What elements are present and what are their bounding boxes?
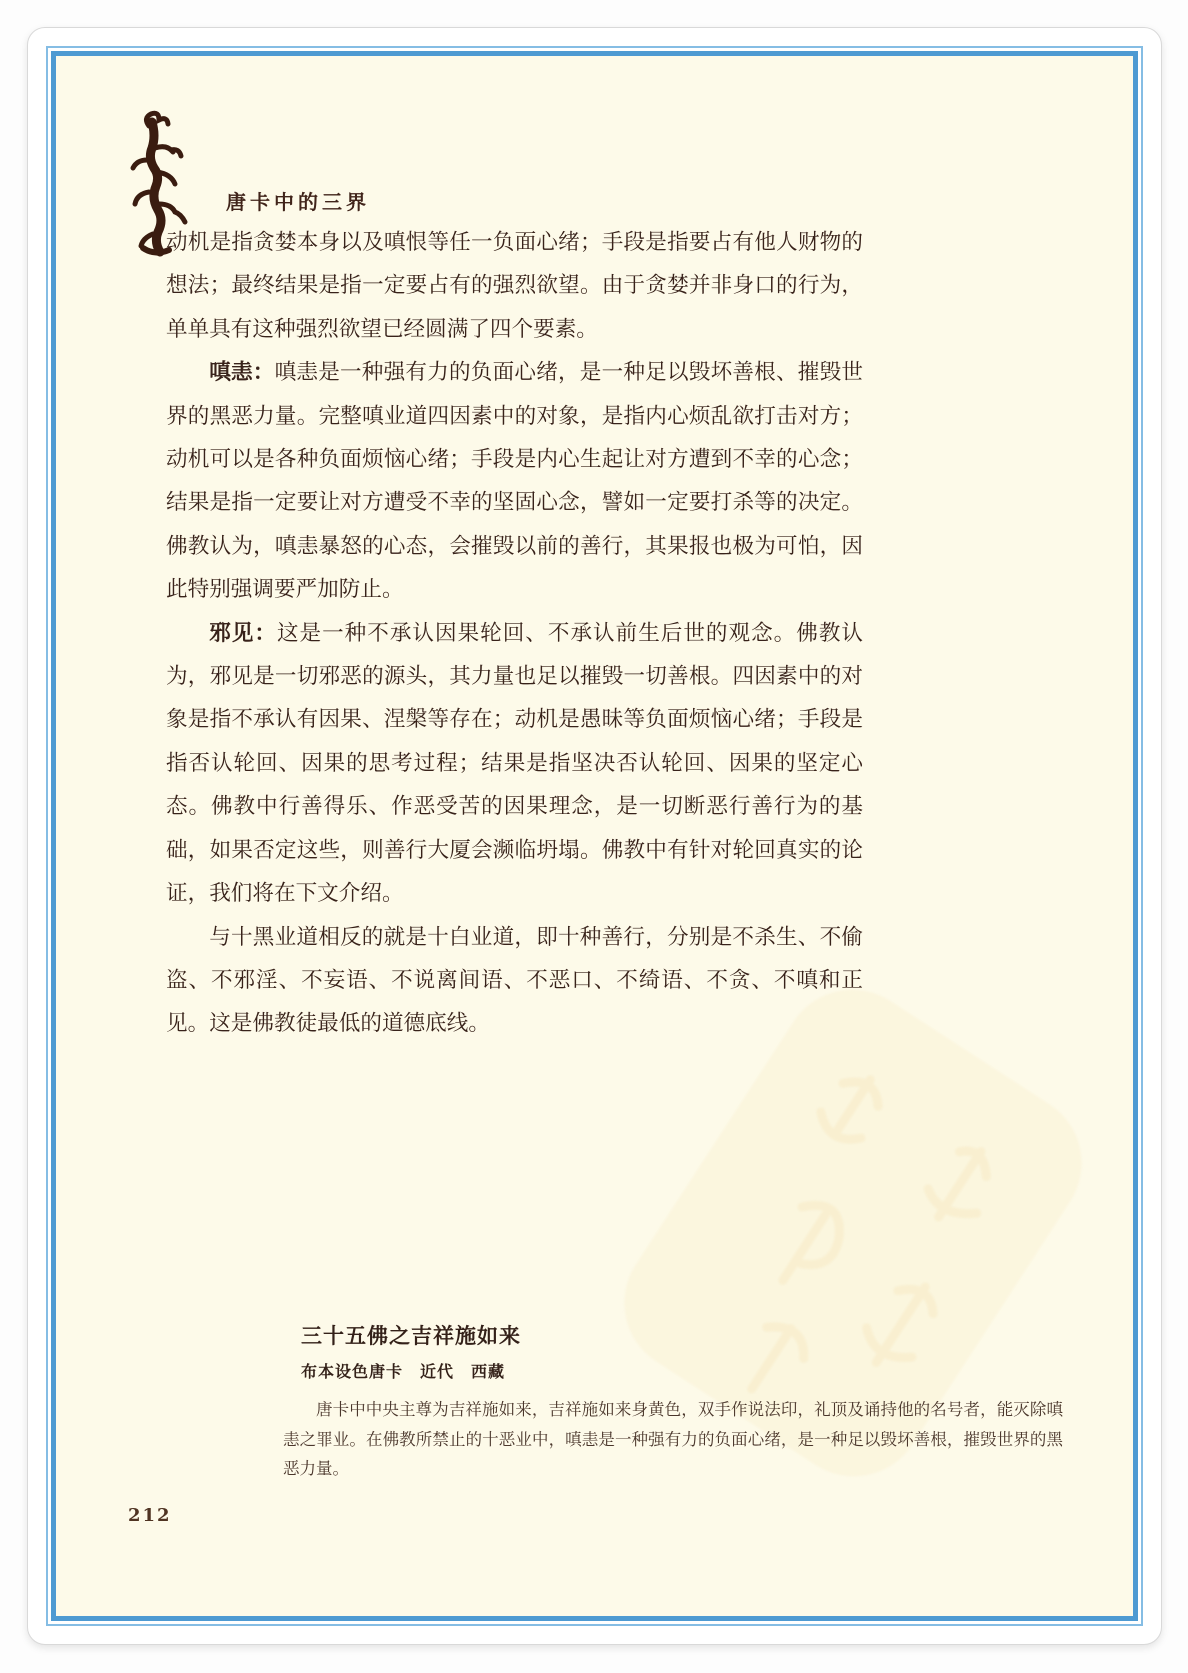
page-number: 212 — [128, 1505, 172, 1526]
paragraph-text: 与十黑业道相反的就是十白业道，即十种善行，分别是不杀生、不偷盗、不邪淫、不妄语、不说离间语、不恶口、不绮语、不贪、不嗔和正见。这是佛教徒最低的道德底线。 — [166, 924, 863, 1037]
caption-subtitle: 布本设色唐卡 近代 西藏 — [301, 1362, 506, 1381]
caption-title: 三十五佛之吉祥施如来 — [301, 1324, 521, 1348]
book-page — [27, 27, 1162, 1645]
page-content — [28, 28, 1161, 1644]
paragraph-lead: 嗔恚： — [209, 360, 275, 386]
paragraph-lead: 邪见： — [209, 620, 277, 646]
paragraph — [166, 351, 863, 611]
paragraph — [166, 221, 863, 351]
running-title: 唐卡中的三界 — [226, 190, 370, 214]
paragraph — [166, 612, 863, 916]
caption-body: 唐卡中中央主尊为吉祥施如来，吉祥施如来身黄色，双手作说法印，礼顶及诵持他的名号者，能灭除嗔恚之罪业。在佛教所禁止的十恶业中，嗔恚是一种强有力的负面心绪，是一种足以毁坏善根，摧毁世界的黑恶力量。 — [283, 1400, 1063, 1478]
paragraph — [166, 916, 863, 1046]
paragraph-text: 嗔恚是一种强有力的负面心绪，是一种足以毁坏善根、摧毁世界的黑恶力量。完整嗔业道四因素中的对象，是指内心烦乱欲打击对方；动机可以是各种负面烦恼心绪；手段是内心生起让对方遭到不幸的心念；结果是指一定要让对方遭受不幸的坚固心念，譬如一定要打杀等的决定。佛教认为，嗔恚暴怒的心态，会摧毁以前的善行，其果报也极为可怕，因此特别强调要严加防止。 — [166, 360, 863, 603]
paragraph-text: 动机是指贪婪本身以及嗔恨等任一负面心绪；手段是指要占有他人财物的想法；最终结果是指一定要占有的强烈欲望。由于贪婪并非身口的行为，单单具有这种强烈欲望已经圆满了四个要素。 — [166, 230, 863, 342]
body-text-block — [166, 221, 863, 1046]
paragraph-text: 这是一种不承认因果轮回、不承认前生后世的观念。佛教认为，邪见是一切邪恶的源头，其力量也足以摧毁一切善根。四因素中的对象是指不承认有因果、涅槃等存在；动机是愚昧等负面烦恼心绪；手段是指否认轮回、因果的思考过程；结果是指坚决否认轮回、因果的坚定心态。佛教中行善得乐、作恶受苦的因果理念，是一切断恶行善行为的基础，如果否定这些，则善行大厦会濒临坍塌。佛教中有针对轮回真实的论证，我们将在下文介绍。 — [166, 620, 863, 907]
artwork-caption — [283, 1320, 1063, 1484]
